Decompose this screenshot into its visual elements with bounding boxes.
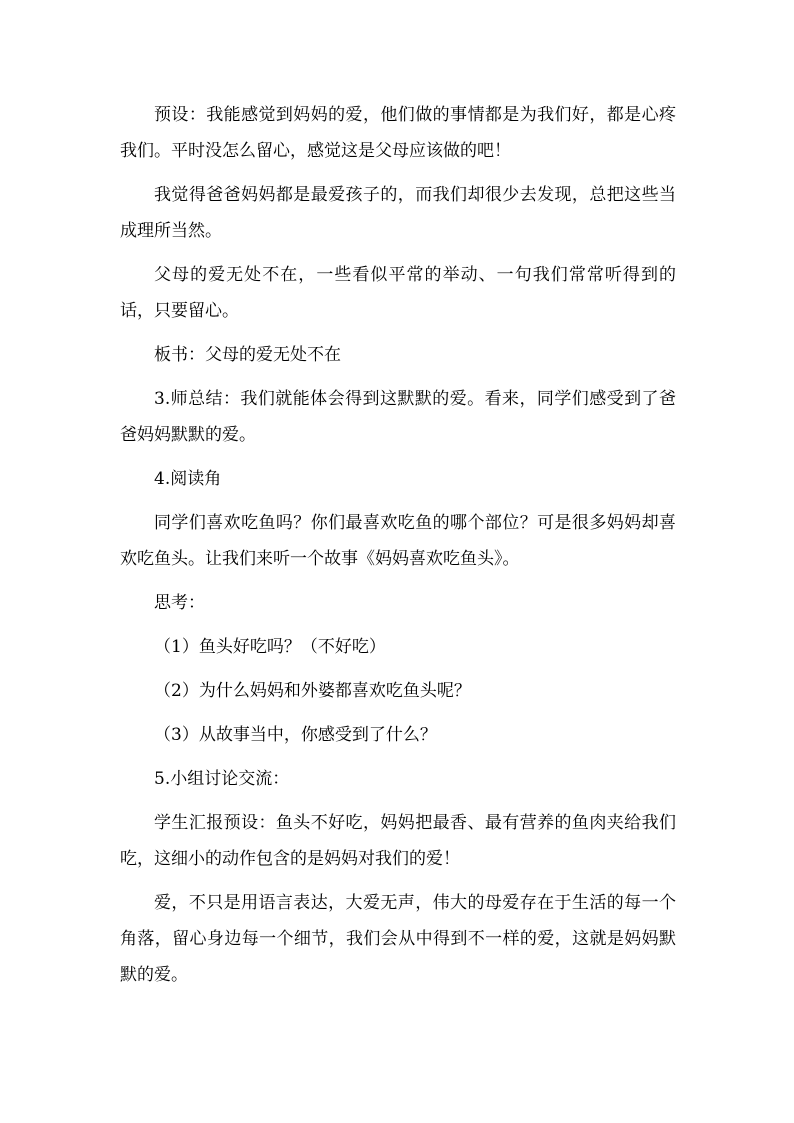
question-item-1: （1）鱼头好吃吗？（不好吃）: [154, 637, 386, 657]
section-heading-group-discussion: 5.小组讨论交流：: [154, 769, 290, 789]
paragraph-student-report: 学生汇报预设：鱼头不好吃，妈妈把最香、最有营养的鱼肉夹给我们吃，这细小的动作包含的是妈妈对我们的爱！: [120, 813, 676, 869]
paragraph-fish-head-story: 同学们喜欢吃鱼吗？你们最喜欢吃鱼的哪个部位？可是很多妈妈却喜欢吃鱼头。让我们来听一个故事《妈妈喜欢吃鱼头》。: [120, 513, 676, 569]
paragraph-love-everywhere: 父母的爱无处不在，一些看似平常的举动、一句我们常常听得到的话，只要留心。: [120, 265, 676, 321]
section-heading-reading-corner: 4.阅读角: [154, 469, 222, 489]
question-item-3: （3）从故事当中，你感受到了什么？: [154, 725, 437, 745]
paragraph-think-label: 思考：: [154, 593, 205, 613]
paragraph-silent-love: 爱，不只是用语言表达，大爱无声，伟大的母爱存在于生活的每一个角落，留心身边每一个细节，我们会从中得到不一样的爱，这就是妈妈默默的爱。: [120, 893, 676, 985]
paragraph-preset-feel-love: 预设：我能感觉到妈妈的爱，他们做的事情都是为我们好，都是心疼我们。平时没怎么留心，感觉这是父母应该做的吧！: [120, 105, 676, 161]
document-body: [120, 97, 676, 993]
question-item-2: （2）为什么妈妈和外婆都喜欢吃鱼头呢？: [154, 681, 471, 701]
paragraph-teacher-summary: 3.师总结：我们就能体会得到这默默的爱。看来，同学们感受到了爸爸妈妈默默的爱。: [120, 389, 676, 445]
paragraph-board-writing: 板书：父母的爱无处不在: [154, 345, 341, 365]
paragraph-parents-love-children: 我觉得爸爸妈妈都是最爱孩子的，而我们却很少去发现，总把这些当成理所当然。: [120, 185, 676, 241]
